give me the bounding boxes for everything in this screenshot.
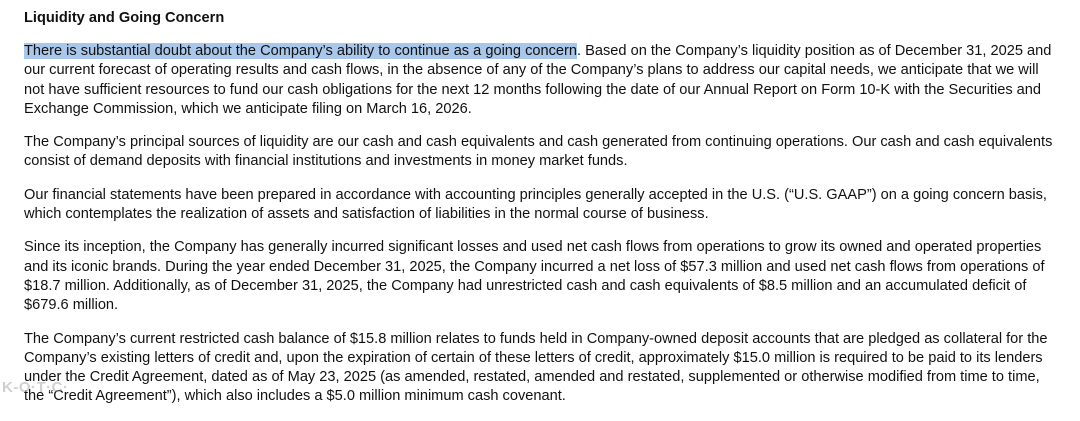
document-body bbox=[24, 9, 1056, 421]
paragraph-liquidity-sources: The Company’s principal sources of liquidity are our cash and cash equivalents and cash generated from continuing operations. Our cash and cash equivalents consist of demand deposits with financial institutions and investments in money market funds. bbox=[24, 134, 1053, 170]
paragraph-going-concern bbox=[24, 42, 1056, 119]
paragraph-restricted-cash: The Company’s current restricted cash balance of $15.8 million relates to funds held in Company-owned deposit accounts that are pledged as collateral for the Company’s existing letters of credit and, upon the expiration of certain of these letters of credit, approximately $15.0 million is required to be paid to its lenders under the Credit Agreement, dated as of May 23, 2025 (as amended, restated, amended and restated, supplemented or otherwise modified from time to time, the “Credit Agreement”), which also includes a $5.0 million minimum cash covenant. bbox=[24, 330, 1048, 405]
paragraph-going-concern-rest: . Based on the Company’s liquidity position as of December 31, 2025 and our current forecast of operating results and cash flows, in the absence of any of the Company’s plans to address our capital needs, we anticipate that we will not have sufficient resources to fund our cash obligations for the next 12 months following the date of our Annual Report on Form 10-K with the Securities and Exchange Commission, which we anticipate filing on March 16, 2026. bbox=[24, 43, 1052, 117]
highlighted-text[interactable]: There is substantial doubt about the Company’s ability to continue as a going concern bbox=[24, 43, 578, 59]
watermark: K-O·T·C· bbox=[2, 379, 69, 396]
paragraph-gaap-basis: Our financial statements have been prepared in accordance with accounting principles generally accepted in the U.S. (“U.S. GAAP”) on a going concern basis, which contemplates the realization of assets and satisfaction of liabilities in the normal course of business. bbox=[24, 186, 1047, 223]
section-heading: Liquidity and Going Concern bbox=[24, 10, 225, 26]
paragraph-losses: Since its inception, the Company has generally incurred significant losses and used net cash flows from operations to grow its owned and operated properties and its iconic brands. During the year ended December 31, 2025, the Company incurred a net loss of $57.3 million and used net cash flows from operations of $18.7 million. Additionally, as of December 31, 2025, the Company had unrestricted cash and cash equivalents of $8.5 million and an accumulated deficit of $679.6 million. bbox=[24, 239, 1045, 314]
